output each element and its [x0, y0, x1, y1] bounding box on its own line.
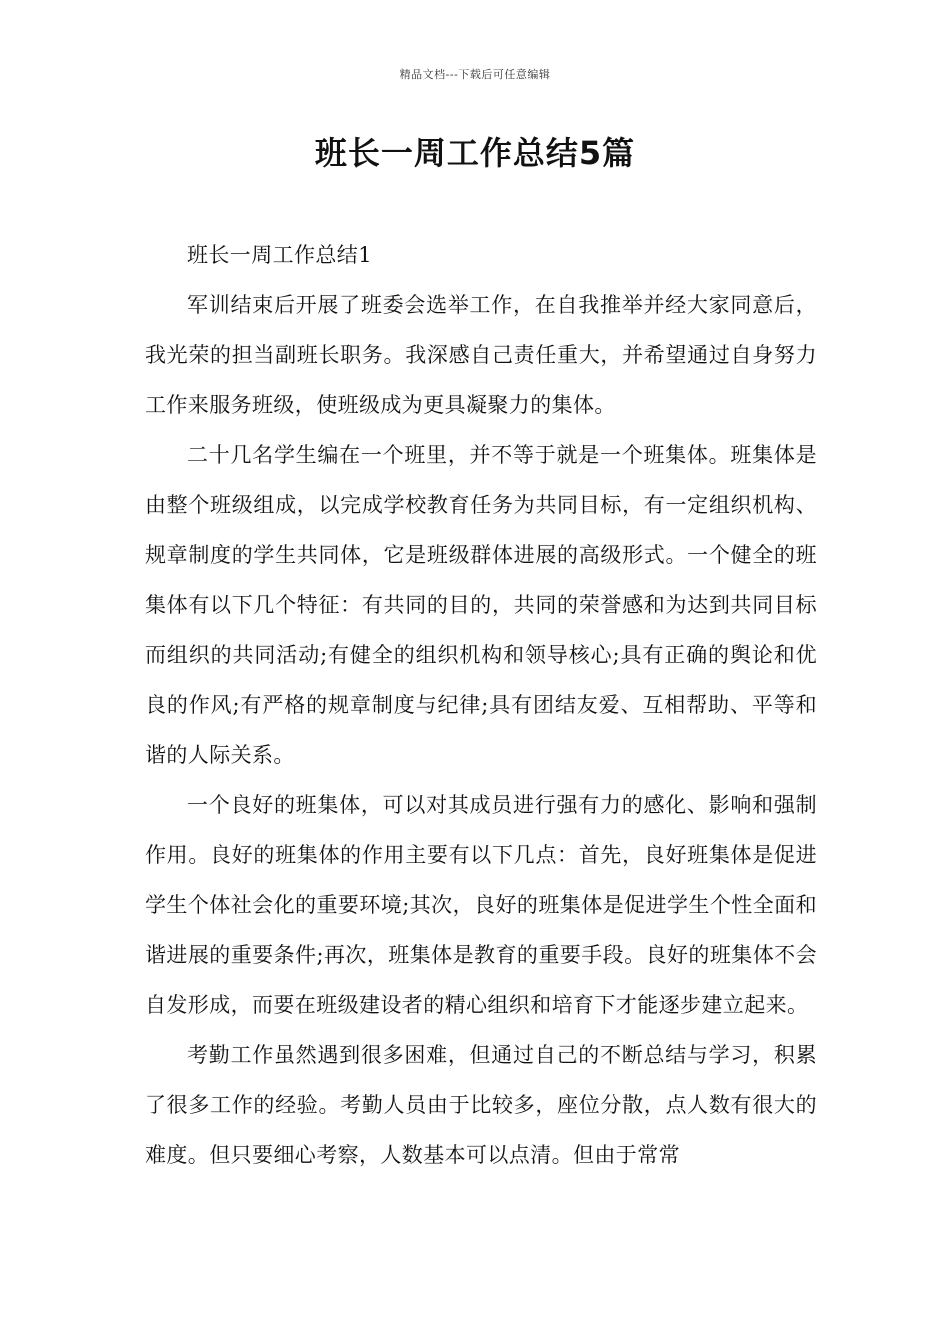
paragraph: 二十几名学生编在一个班里，并不等于就是一个班集体。班集体是由整个班级组成，以完成学校教育任务为共同目标，有一定组织机构、规章制度的学生共同体，它是班级群体进展的高级形式。一个健全的班集体有以下几个特征：有共同的目的，共同的荣誉感和为达到共同目标而组织的共同活动;有健全的组织机构和领导核心;具有正确的舆论和优良的作风;有严格的规章制度与纪律;具有团结友爱、互相帮助、平等和谐的人际关系。	[145, 443, 817, 767]
document-body	[145, 230, 817, 1180]
header-note: 精品文档---下载后可任意编辑	[399, 68, 551, 81]
paragraph: 军训结束后开展了班委会选举工作，在自我推举并经大家同意后，我光荣的担当副班长职务。我深感自己责任重大，并希望通过自身努力工作来服务班级，使班级成为更具凝聚力的集体。	[145, 293, 817, 417]
document-title: 班长一周工作总结5篇	[314, 134, 636, 172]
paragraph: 考勤工作虽然遇到很多困难，但通过自己的不断总结与学习，积累了很多工作的经验。考勤人员由于比较多，座位分散，点人数有很大的难度。但只要细心考察，人数基本可以点清。但由于常常	[145, 1043, 817, 1167]
paragraph: 一个良好的班集体，可以对其成员进行强有力的感化、影响和强制作用。良好的班集体的作用主要有以下几点：首先，良好班集体是促进学生个体社会化的重要环境;其次，良好的班集体是促进学生个性全面和谐进展的重要条件;再次，班集体是教育的重要手段。良好的班集体不会自发形成，而要在班级建设者的精心组织和培育下才能逐步建立起来。	[145, 793, 817, 1017]
section-heading: 班长一周工作总结1	[187, 243, 372, 267]
